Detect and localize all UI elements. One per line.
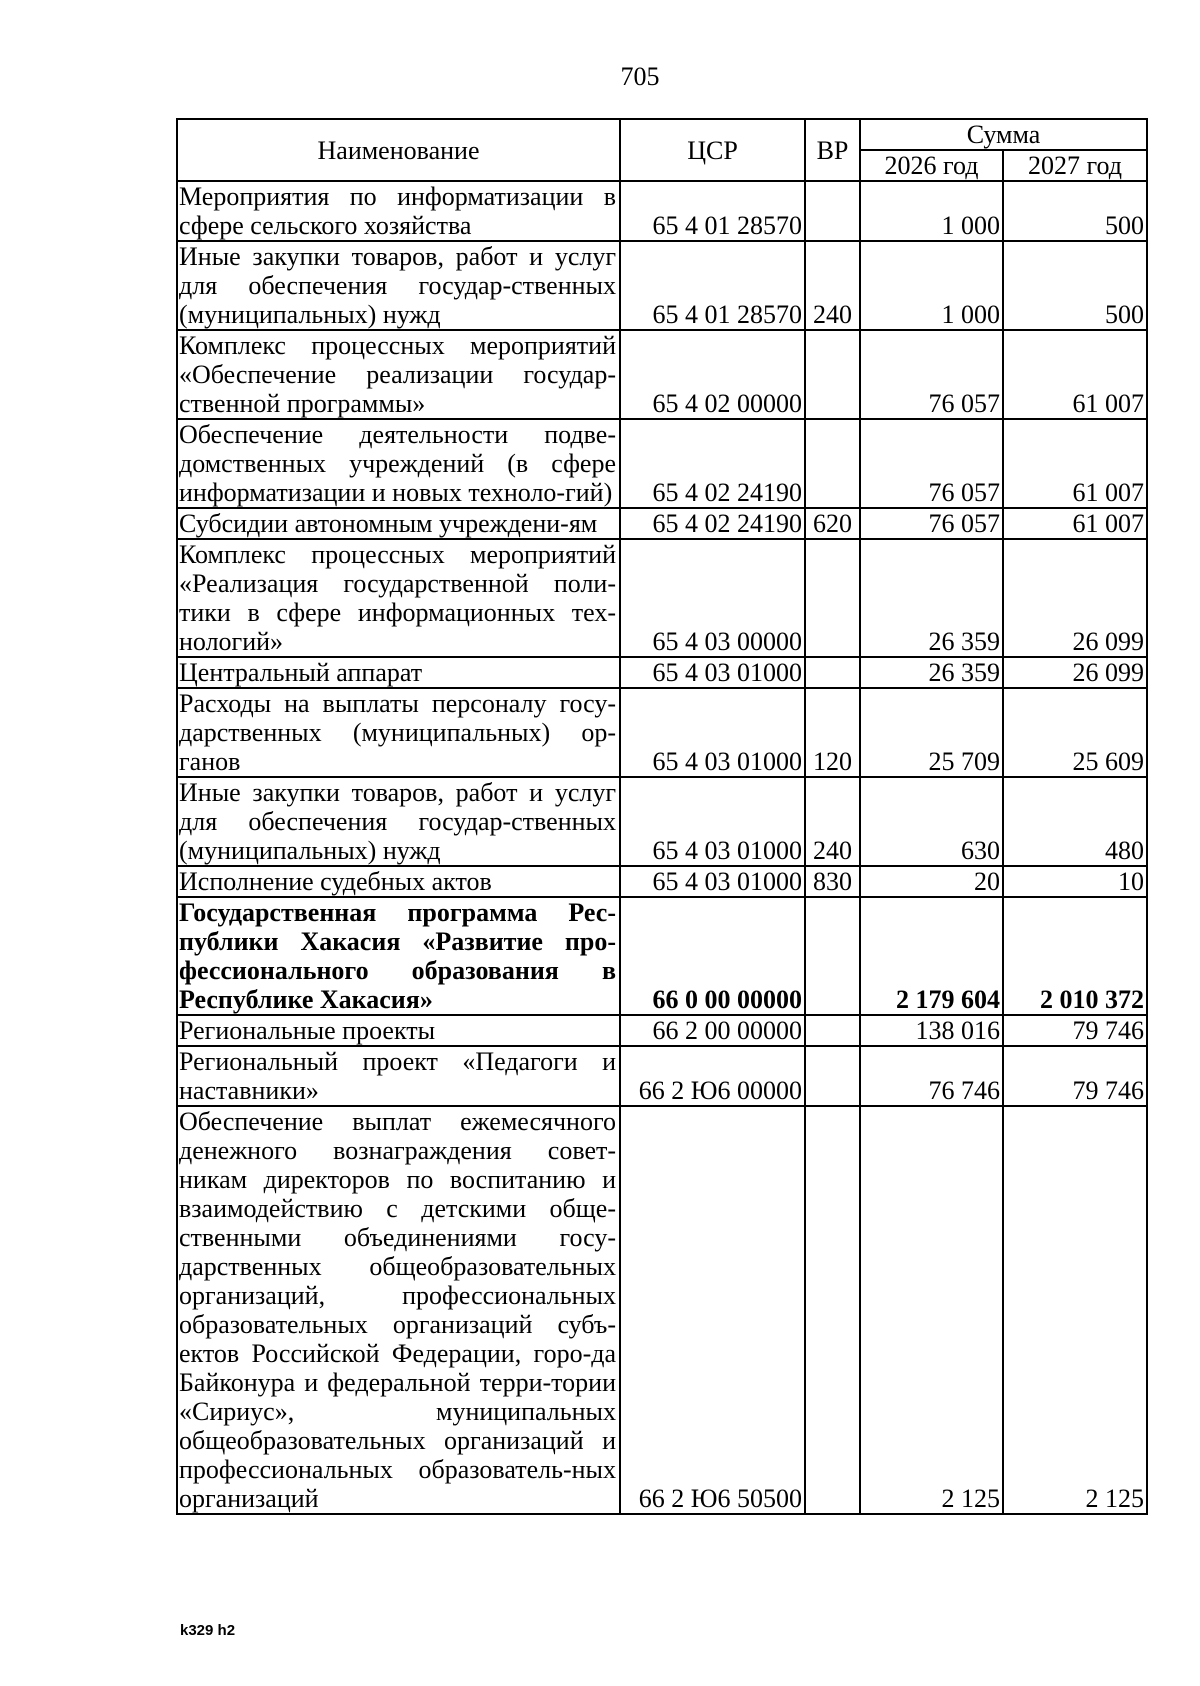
row-csr: 65 4 03 01000 xyxy=(620,657,805,688)
row-name: Исполнение судебных актов xyxy=(177,866,620,897)
row-sum-2026: 25 709 xyxy=(860,688,1003,777)
row-vr xyxy=(805,181,860,241)
row-name: Мероприятия по информатизации в сфере сельского хозяйства xyxy=(177,181,620,241)
row-sum-2027: 61 007 xyxy=(1003,330,1147,419)
header-name: Наименование xyxy=(177,119,620,181)
row-csr: 65 4 03 01000 xyxy=(620,688,805,777)
row-name: Субсидии автономным учреждени-ям xyxy=(177,508,620,539)
table-row xyxy=(177,508,1147,539)
table-body xyxy=(177,181,1147,1514)
table-row xyxy=(177,241,1147,330)
row-vr: 120 xyxy=(805,688,860,777)
row-csr: 66 2 Ю6 00000 xyxy=(620,1046,805,1106)
row-sum-2026: 2 125 xyxy=(860,1106,1003,1514)
row-sum-2026: 76 057 xyxy=(860,330,1003,419)
row-sum-2027: 10 xyxy=(1003,866,1147,897)
page-number: 705 xyxy=(620,62,660,91)
header-sum: Сумма xyxy=(860,119,1147,150)
row-sum-2026: 76 057 xyxy=(860,508,1003,539)
table-row xyxy=(177,1046,1147,1106)
row-sum-2026: 76 746 xyxy=(860,1046,1003,1106)
row-csr: 66 2 00 00000 xyxy=(620,1015,805,1046)
row-sum-2027: 79 746 xyxy=(1003,1015,1147,1046)
row-sum-2027: 500 xyxy=(1003,181,1147,241)
row-name: Центральный аппарат xyxy=(177,657,620,688)
row-vr: 830 xyxy=(805,866,860,897)
row-sum-2027: 2 125 xyxy=(1003,1106,1147,1514)
row-sum-2026: 138 016 xyxy=(860,1015,1003,1046)
header-csr: ЦСР xyxy=(620,119,805,181)
row-sum-2027: 500 xyxy=(1003,241,1147,330)
table-row xyxy=(177,181,1147,241)
table-header xyxy=(177,119,1147,181)
row-sum-2026: 26 359 xyxy=(860,539,1003,657)
row-name: Региональный проект «Педагоги и наставники» xyxy=(177,1046,620,1106)
row-vr xyxy=(805,1106,860,1514)
row-sum-2027: 25 609 xyxy=(1003,688,1147,777)
row-csr: 65 4 02 24190 xyxy=(620,508,805,539)
row-name: Расходы на выплаты персоналу госу-дарственных (муниципальных) ор-ганов xyxy=(177,688,620,777)
row-sum-2027: 480 xyxy=(1003,777,1147,866)
header-year-2027: 2027 год xyxy=(1003,150,1147,181)
row-name: Комплекс процессных мероприятий «Реализация государственной поли-тики в сфере информационных тех-нологий» xyxy=(177,539,620,657)
row-name: Иные закупки товаров, работ и услуг для обеспечения государ-ственных (муниципальных) нужд xyxy=(177,241,620,330)
row-csr: 65 4 02 24190 xyxy=(620,419,805,508)
row-vr xyxy=(805,657,860,688)
row-sum-2026: 2 179 604 xyxy=(860,897,1003,1015)
row-sum-2027: 2 010 372 xyxy=(1003,897,1147,1015)
row-sum-2026: 26 359 xyxy=(860,657,1003,688)
table-row xyxy=(177,657,1147,688)
row-csr: 66 0 00 00000 xyxy=(620,897,805,1015)
row-sum-2027: 61 007 xyxy=(1003,508,1147,539)
table-row xyxy=(177,330,1147,419)
header-year-2026: 2026 год xyxy=(860,150,1003,181)
row-csr: 65 4 01 28570 xyxy=(620,241,805,330)
row-vr xyxy=(805,1015,860,1046)
row-vr xyxy=(805,539,860,657)
row-vr: 620 xyxy=(805,508,860,539)
row-csr: 66 2 Ю6 50500 xyxy=(620,1106,805,1514)
table-row xyxy=(177,866,1147,897)
table-row xyxy=(177,419,1147,508)
row-csr: 65 4 03 01000 xyxy=(620,777,805,866)
row-name: Комплекс процессных мероприятий «Обеспечение реализации государ-ственной программы» xyxy=(177,330,620,419)
row-sum-2027: 26 099 xyxy=(1003,539,1147,657)
table-row xyxy=(177,1015,1147,1046)
row-sum-2026: 630 xyxy=(860,777,1003,866)
row-name: Государственная программа Рес-публики Хакасия «Развитие про-фессионального образования в Республике Хакасия» xyxy=(177,897,620,1015)
row-vr: 240 xyxy=(805,777,860,866)
row-sum-2027: 61 007 xyxy=(1003,419,1147,508)
row-name: Обеспечение деятельности подве-домственных учреждений (в сфере информатизации и новых техноло-гий) xyxy=(177,419,620,508)
row-vr xyxy=(805,1046,860,1106)
row-name: Региональные проекты xyxy=(177,1015,620,1046)
row-sum-2026: 20 xyxy=(860,866,1003,897)
row-name: Иные закупки товаров, работ и услуг для обеспечения государ-ственных (муниципальных) нужд xyxy=(177,777,620,866)
row-vr xyxy=(805,419,860,508)
row-sum-2026: 76 057 xyxy=(860,419,1003,508)
row-csr: 65 4 02 00000 xyxy=(620,330,805,419)
row-vr xyxy=(805,897,860,1015)
row-vr: 240 xyxy=(805,241,860,330)
row-sum-2027: 79 746 xyxy=(1003,1046,1147,1106)
header-vr: ВР xyxy=(805,119,860,181)
budget-table xyxy=(176,118,1148,1515)
row-csr: 65 4 03 01000 xyxy=(620,866,805,897)
row-csr: 65 4 01 28570 xyxy=(620,181,805,241)
table-row xyxy=(177,688,1147,777)
row-sum-2026: 1 000 xyxy=(860,241,1003,330)
table-row xyxy=(177,1106,1147,1514)
table-row xyxy=(177,897,1147,1015)
table-row xyxy=(177,539,1147,657)
row-sum-2027: 26 099 xyxy=(1003,657,1147,688)
row-name: Обеспечение выплат ежемесячного денежного вознаграждения совет-никам директоров по воспитанию и взаимодействию с детскими обще-ственными объединениями госу-дарственных общеобразовательных организаций, профессиональных образовательных организаций субъ-ектов Российской Федерации, горо-да Байконура и федеральной терри-тории «Сириус», муниципальных общеобразовательных организаций и профессиональных образователь-ных организаций xyxy=(177,1106,620,1514)
row-vr xyxy=(805,330,860,419)
footer-code: k329 h2 xyxy=(180,1622,236,1639)
row-sum-2026: 1 000 xyxy=(860,181,1003,241)
table-row xyxy=(177,777,1147,866)
row-csr: 65 4 03 00000 xyxy=(620,539,805,657)
